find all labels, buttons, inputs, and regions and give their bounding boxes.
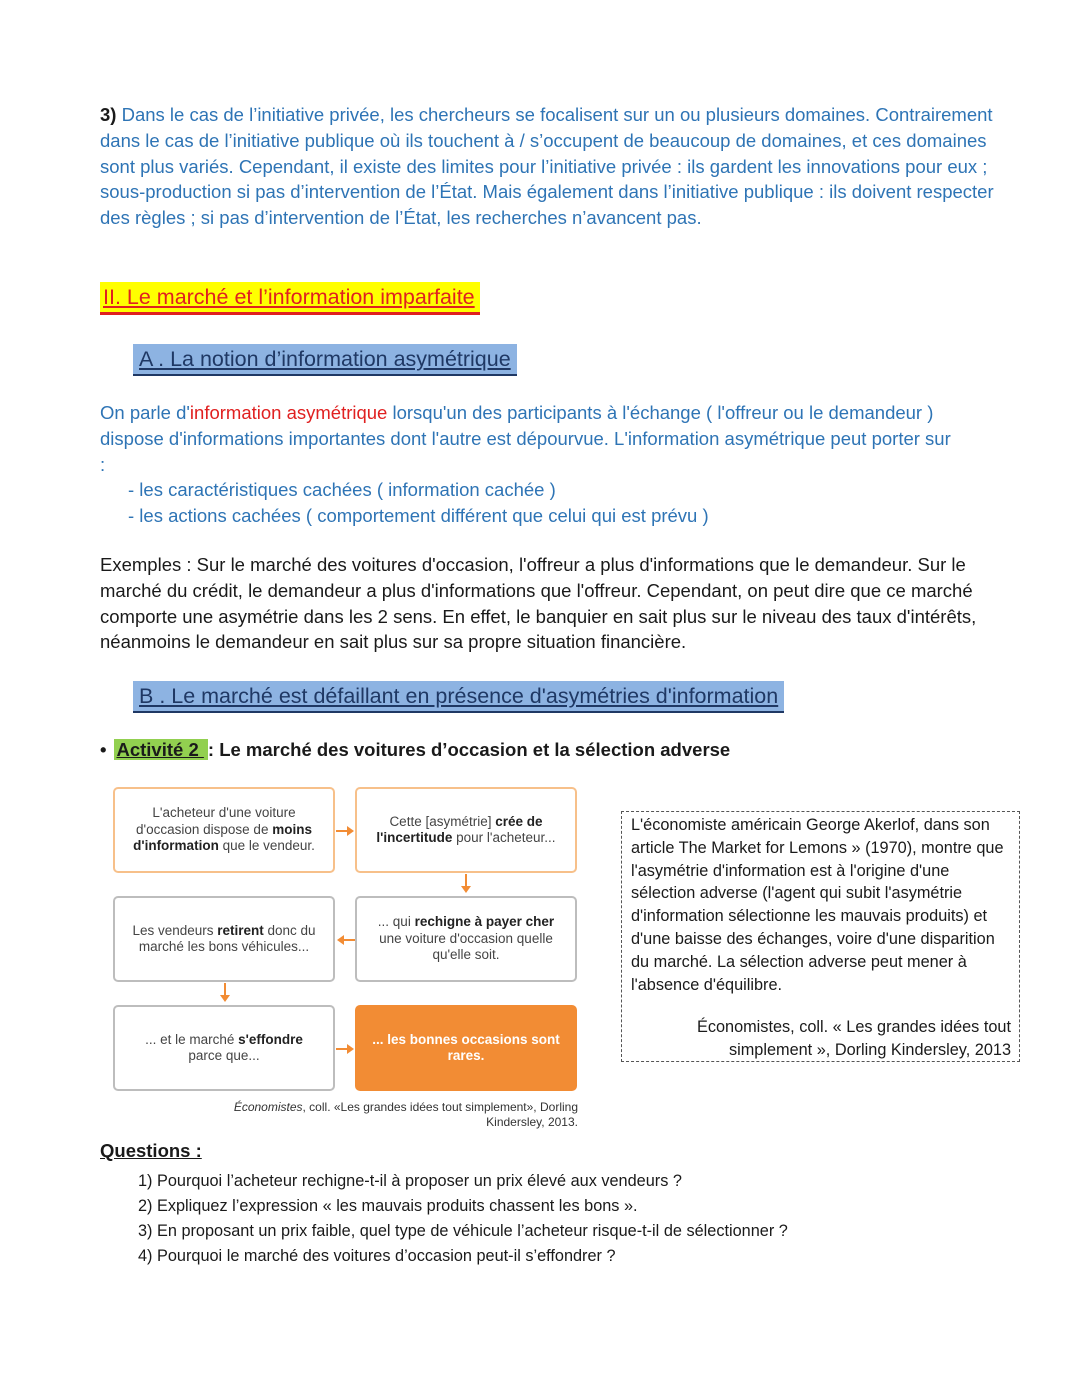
connector-line [344,939,355,941]
connector-line [224,983,226,995]
quote-source: Économistes, coll. « Les grandes idées tout simplement », Dorling Kindersley, 2013 [696,1018,1011,1060]
list-item: - les actions cachées ( comportement différent que celui qui est prévu ) [128,505,709,527]
definition-block [100,400,960,529]
arrow-down-icon [461,886,471,893]
arrow-left-icon [337,935,344,945]
subsection-heading-b: B . Le marché est défaillant en présence d'asymétries d'information [133,681,784,713]
question-item: 4) Pourquoi le marché des voitures d’occasion peut-il s’effondrer ? [138,1247,616,1265]
questions-heading: Questions : [100,1140,202,1161]
diagram-box-6: ... les bonnes occasions sont rares. [355,1005,577,1091]
definition-list [100,477,960,529]
diagram-source: Économistes, coll. «Les grandes idées tout simplement», Dorling Kindersley, 2013. [233,1100,578,1129]
question-item: 1) Pourquoi l’acheteur rechigne-t-il à proposer un prix élevé aux vendeurs ? [138,1172,682,1190]
answer-text: Dans le cas de l’initiative privée, les chercheurs se focalisent sur un ou plusieurs domaines. Contrairement dans le cas de l’initiative publique où ils touchent à / s’occupent de beaucoup de domaines, et ces domaines sont plus variés. Cependant, il existe des limites pour l’initiative privée : ils gardent les innovations pour eux ; sous-production si pas d’intervention de l’État. Mais également dans l’initiative publique : ils doivent respecter des règles ; si pas d’intervention de l’État, les recherches n’avancent pas. [100,104,994,229]
definition-text: On parle d'information asymétrique lorsqu'un des participants à l'échange ( l'offreur ou le demandeur ) dispose d'informations importantes dont l'autre est dépourvue. L'information asymétrique peut porter sur : [100,402,951,475]
questions-list [138,1169,788,1269]
arrow-down-icon [220,995,230,1002]
diagram-box-5: ... et le marché s'effondre parce que... [113,1005,335,1091]
arrow-right-icon [347,1044,354,1054]
activity-heading: : Le marché des voitures d’occasion et la sélection adverse [207,739,731,760]
answer-paragraph-3 [100,102,1000,231]
activity-title [100,737,730,763]
subsection-heading-a: A . La notion d’information asymétrique [133,344,517,376]
bullet-icon: • [100,739,107,760]
diagram-box-2: Cette [asymétrie] crée de l'incertitude pour l'acheteur... [355,787,577,873]
activity-label: Activité 2 [114,739,207,760]
diagram-box-3: ... qui rechigne à payer cher une voiture d'occasion quelle qu'elle soit. [355,896,577,982]
list-item: - les caractéristiques cachées ( information cachée ) [128,479,556,501]
diagram-box-1: L'acheteur d'une voiture d'occasion dispose de moins d'information que le vendeur. [113,787,335,873]
definition-term: information asymétrique [189,402,388,423]
section-heading-2: II. Le marché et l’information imparfaite [100,282,480,315]
diagram-box-4: Les vendeurs retirent donc du marché les bons véhicules... [113,896,335,982]
quote-text: L'économiste américain George Akerlof, dans son article The Market for Lemons » (1970), montre que l'asymétrie d'information est à l'origine d'une sélection adverse (l'agent qui subit l'asymétrie d'information sélectionne les mauvais produits) et d'une baisse des échanges, voire d'une disparition du marché. La sélection adverse peut mener à l'absence d'équilibre. [631,816,1004,994]
question-item: 2) Expliquez l’expression « les mauvais produits chassent les bons ». [138,1197,638,1215]
akerlof-quote-box [621,811,1020,1062]
connector-line [465,874,467,886]
answer-number: 3) [100,104,117,125]
arrow-right-icon [347,826,354,836]
question-item: 3) En proposant un prix faible, quel type de véhicule l’acheteur risque-t-il de sélectionner ? [138,1222,788,1240]
examples-paragraph: Exemples : Sur le marché des voitures d'occasion, l'offreur a plus d'informations que le demandeur. Sur le marché du crédit, le demandeur a plus d'informations que l'offreur. Cependant, on peut dire que ce marché comporte une asymétrie dans les 2 sens. En effet, le banquier en sait plus sur le niveau des taux d'intérêts, néanmoins le demandeur en sait plus sur sa propre situation financière. [100,554,977,653]
